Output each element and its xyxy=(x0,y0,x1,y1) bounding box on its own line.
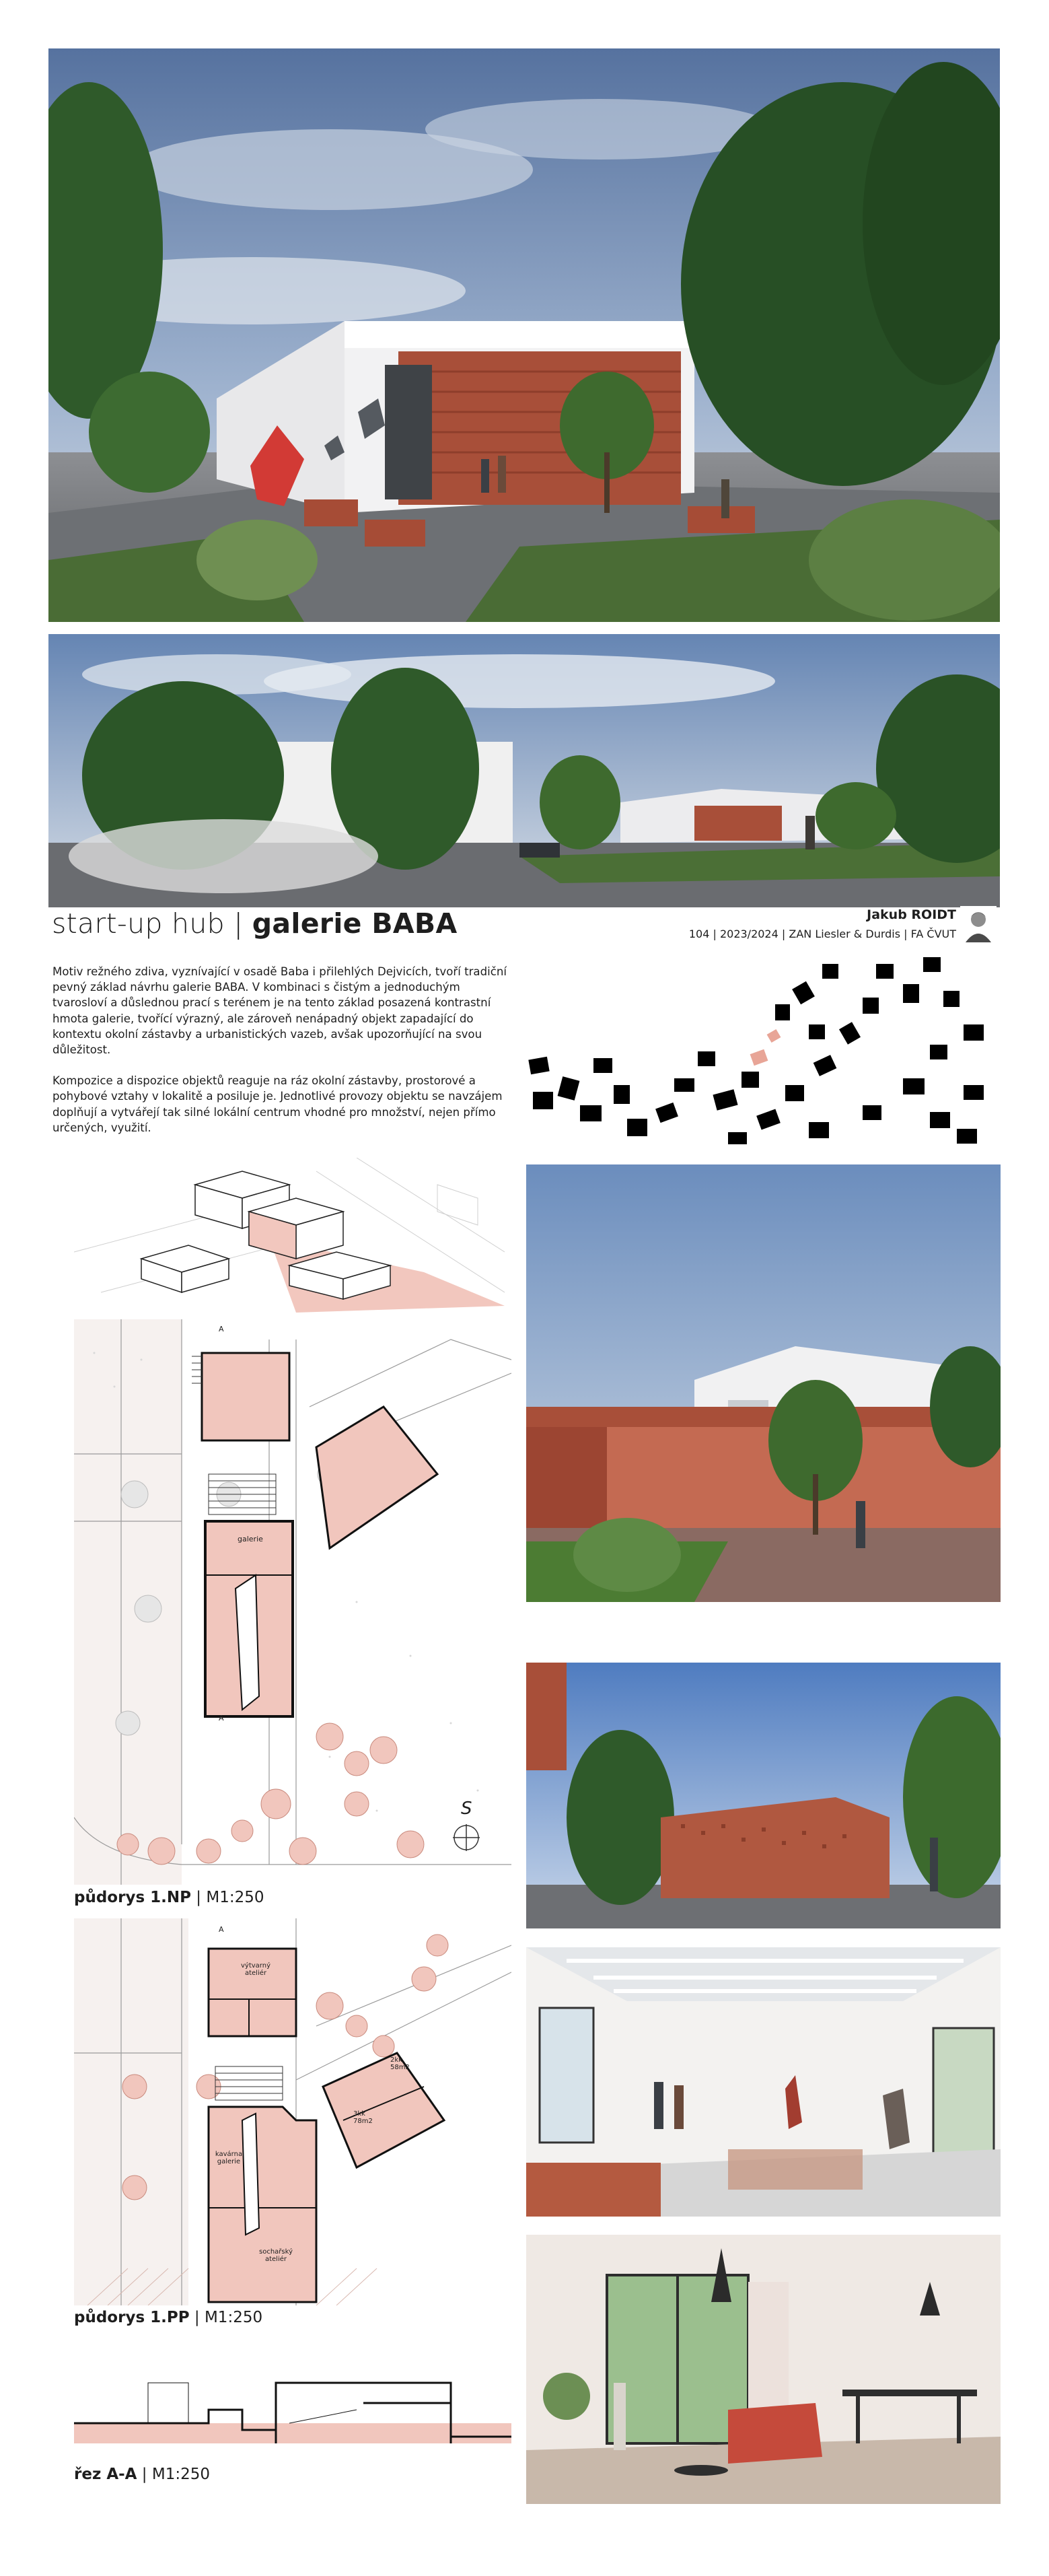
room-label-apt-1: 2kk 58m2 xyxy=(390,2056,410,2071)
caption-plan-1np-scale: | M1:250 xyxy=(190,1889,264,1906)
street-render xyxy=(48,634,1000,907)
section-mark-top: A xyxy=(219,1325,224,1333)
author-avatar xyxy=(960,906,997,942)
caption-plan-1pp-scale: | M1:250 xyxy=(189,2309,263,2326)
room-label-studio-2: sochařský ateliér xyxy=(259,2248,293,2263)
page-title xyxy=(52,907,458,940)
caption-section-a-a xyxy=(74,2466,210,2483)
caption-plan-1np xyxy=(74,1889,264,1906)
title-main: galerie BABA xyxy=(252,907,458,940)
description-paragraph-1: Motiv režného zdiva, vyznívající v osadě Baba i přilehlých Dejvicích, tvoří tradiční pevný základ návrhu galerie BABA. V kombinaci s čistým a jednoduchým tvarosloví a důslednou prací s terénem je na tento základ posazená kontrastní hmota galerie, tvořící výrazný, ale zároveň nenápadný objekt zapadající do kontextu okolní zástavby a urbanistických vazeb, avšak upozorňující na svou důležitost. xyxy=(52,965,507,1057)
courtyard-render xyxy=(526,1164,1001,1602)
hero-render-main xyxy=(48,48,1000,622)
room-label-studio-1: výtvarný ateliér xyxy=(241,1962,270,1977)
caption-plan-1pp-bold: půdorys 1.PP xyxy=(74,2309,190,2326)
brick-pavilion-render xyxy=(526,1663,1001,1928)
caption-plan-1pp xyxy=(74,2309,262,2326)
floor-plan-1np xyxy=(74,1319,511,1885)
author-block xyxy=(689,907,997,940)
room-label-gallery: galerie xyxy=(238,1535,263,1543)
site-plan-figure-ground xyxy=(526,950,997,1147)
caption-section-bold: řez A-A xyxy=(74,2466,137,2483)
title-prefix: start-up hub | xyxy=(52,907,252,940)
author-name: Jakub ROIDT xyxy=(867,907,956,922)
north-label: S xyxy=(461,1799,472,1819)
description-paragraph-2: Kompozice a dispozice objektů reaguje na ráz okolní zástavby, prostorové a pohybové vztahy v lokalitě a posiluje je. Jednotlivé provozy objektu se navzájem doplňují a vytvářejí tak silné lokální centrum vhodné pro množství, nejen přímo určených, využití. xyxy=(52,1074,503,1134)
caption-plan-1np-bold: půdorys 1.NP xyxy=(74,1889,191,1906)
gallery-interior-render xyxy=(526,1947,1001,2217)
section-mark-bottom: A xyxy=(219,1714,224,1722)
section-a-a xyxy=(74,2356,511,2457)
caption-section-scale: | M1:250 xyxy=(137,2466,210,2483)
axonometric-diagram xyxy=(74,1158,505,1313)
author-meta: 104 | 2023/2024 | ZAN Liesler & Durdis | FA ČVUT xyxy=(688,928,956,940)
project-description xyxy=(52,964,517,1151)
floor-plan-1pp xyxy=(74,1918,511,2305)
room-label-apt-2: 3kk 78m2 xyxy=(353,2110,373,2125)
apartment-interior-render xyxy=(526,2235,1001,2504)
section-mark-top-1pp: A xyxy=(219,1925,224,1934)
room-label-cafe: kavárna galerie xyxy=(215,2151,243,2165)
